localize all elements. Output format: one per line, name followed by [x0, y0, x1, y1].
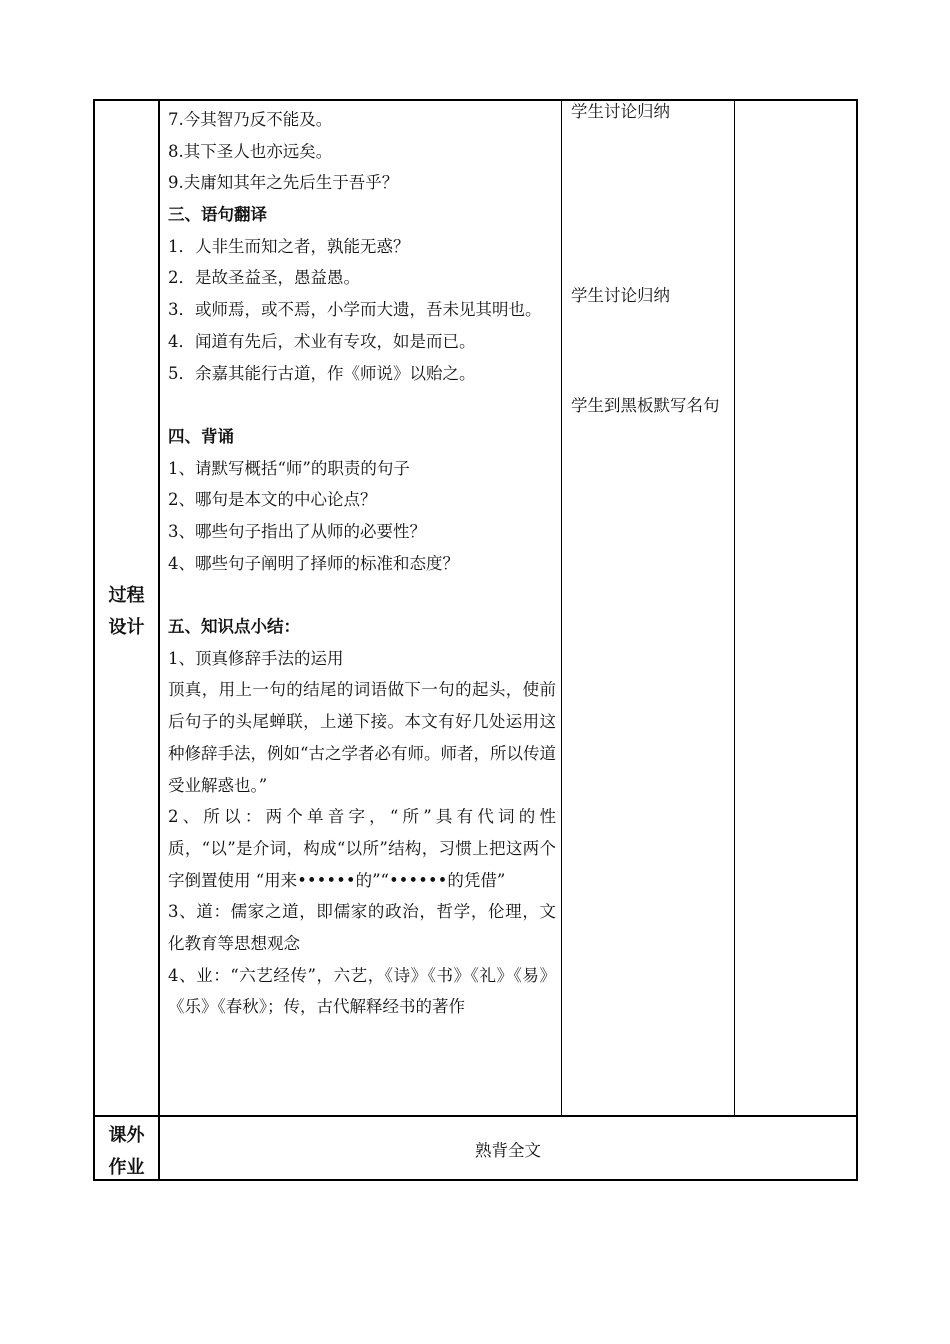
spacer	[168, 579, 556, 611]
list-item: 2．是故圣益圣，愚益愚。	[168, 268, 360, 288]
homework-text: 熟背全文	[475, 1141, 541, 1160]
section-heading-translation: 三、语句翻译	[168, 205, 267, 225]
list-item: 5．余嘉其能行古道，作《师说》以贻之。	[168, 363, 476, 383]
table-top-border	[93, 99, 858, 101]
table-bottom-border	[93, 1179, 858, 1181]
process-label-line1: 过程	[108, 585, 145, 606]
extra-column-divider	[734, 99, 735, 1116]
summary-paragraph: 顶真，用上一句的结尾的词语做下一句的起头，使前后句子的头尾蝉联，上递下接。本文有好几处运用这种修辞手法，例如“古之学者必有师。师者，所以传道受业解惑也。”	[168, 680, 556, 795]
homework-label	[95, 1120, 158, 1184]
list-item: 1．人非生而知之者，孰能无惑？	[168, 236, 410, 256]
summary-paragraph: 2、所以：两个单音字，“所”具有代词的性质，“以”是介词，构成“以所”结构，习惯上把这两个字倒置使用 “用来••••••的”“••••••的凭借”	[168, 807, 556, 890]
list-item: 2、哪句是本文的中心论点？	[168, 490, 377, 510]
list-item: 8.其下圣人也亦远矣。	[168, 141, 333, 161]
student-activity-note: 学生讨论归纳	[571, 286, 670, 305]
student-activity-note: 学生到黑板默写名句	[571, 396, 720, 415]
notes-column-divider	[561, 99, 562, 1116]
list-item: 7.今其智乃反不能及。	[168, 110, 333, 129]
homework-label-line2: 作业	[108, 1157, 145, 1178]
process-label-line2: 设计	[108, 617, 145, 638]
list-item: 9.夫庸知其年之先后生于吾乎？	[168, 173, 399, 193]
summary-point-title: 1、顶真修辞手法的运用	[168, 648, 344, 668]
spacer	[168, 389, 556, 421]
homework-label-line1: 课外	[108, 1125, 145, 1146]
list-item: 4．闻道有先后，术业有专攻，如是而已。	[168, 331, 476, 351]
table-right-border	[856, 99, 858, 1181]
label-column-divider	[158, 99, 160, 1181]
list-item: 1、请默写概括“师”的职责的句子	[168, 458, 410, 478]
lesson-content	[168, 104, 556, 1023]
table-row-divider	[93, 1115, 858, 1117]
list-item: 4、哪些句子阐明了择师的标准和态度？	[168, 553, 459, 573]
summary-paragraph: 3、道：儒家之道，即儒家的政治，哲学，伦理，文化教育等思想观念	[168, 902, 556, 954]
process-design-label	[95, 580, 158, 644]
summary-paragraph: 4、业：“六艺经传”，六艺，《诗》《书》《礼》《易》《乐》《春秋》；传，古代解释经书的著作	[168, 965, 556, 1017]
section-heading-summary: 五、知识点小结：	[168, 617, 300, 637]
list-item: 3．或师焉，或不焉，小学而大遗，吾未见其明也。	[168, 300, 542, 320]
list-item: 3、哪些句子指出了从师的必要性？	[168, 521, 426, 541]
section-heading-recitation: 四、背诵	[168, 426, 234, 446]
student-activity-note: 学生讨论归纳	[571, 102, 670, 121]
